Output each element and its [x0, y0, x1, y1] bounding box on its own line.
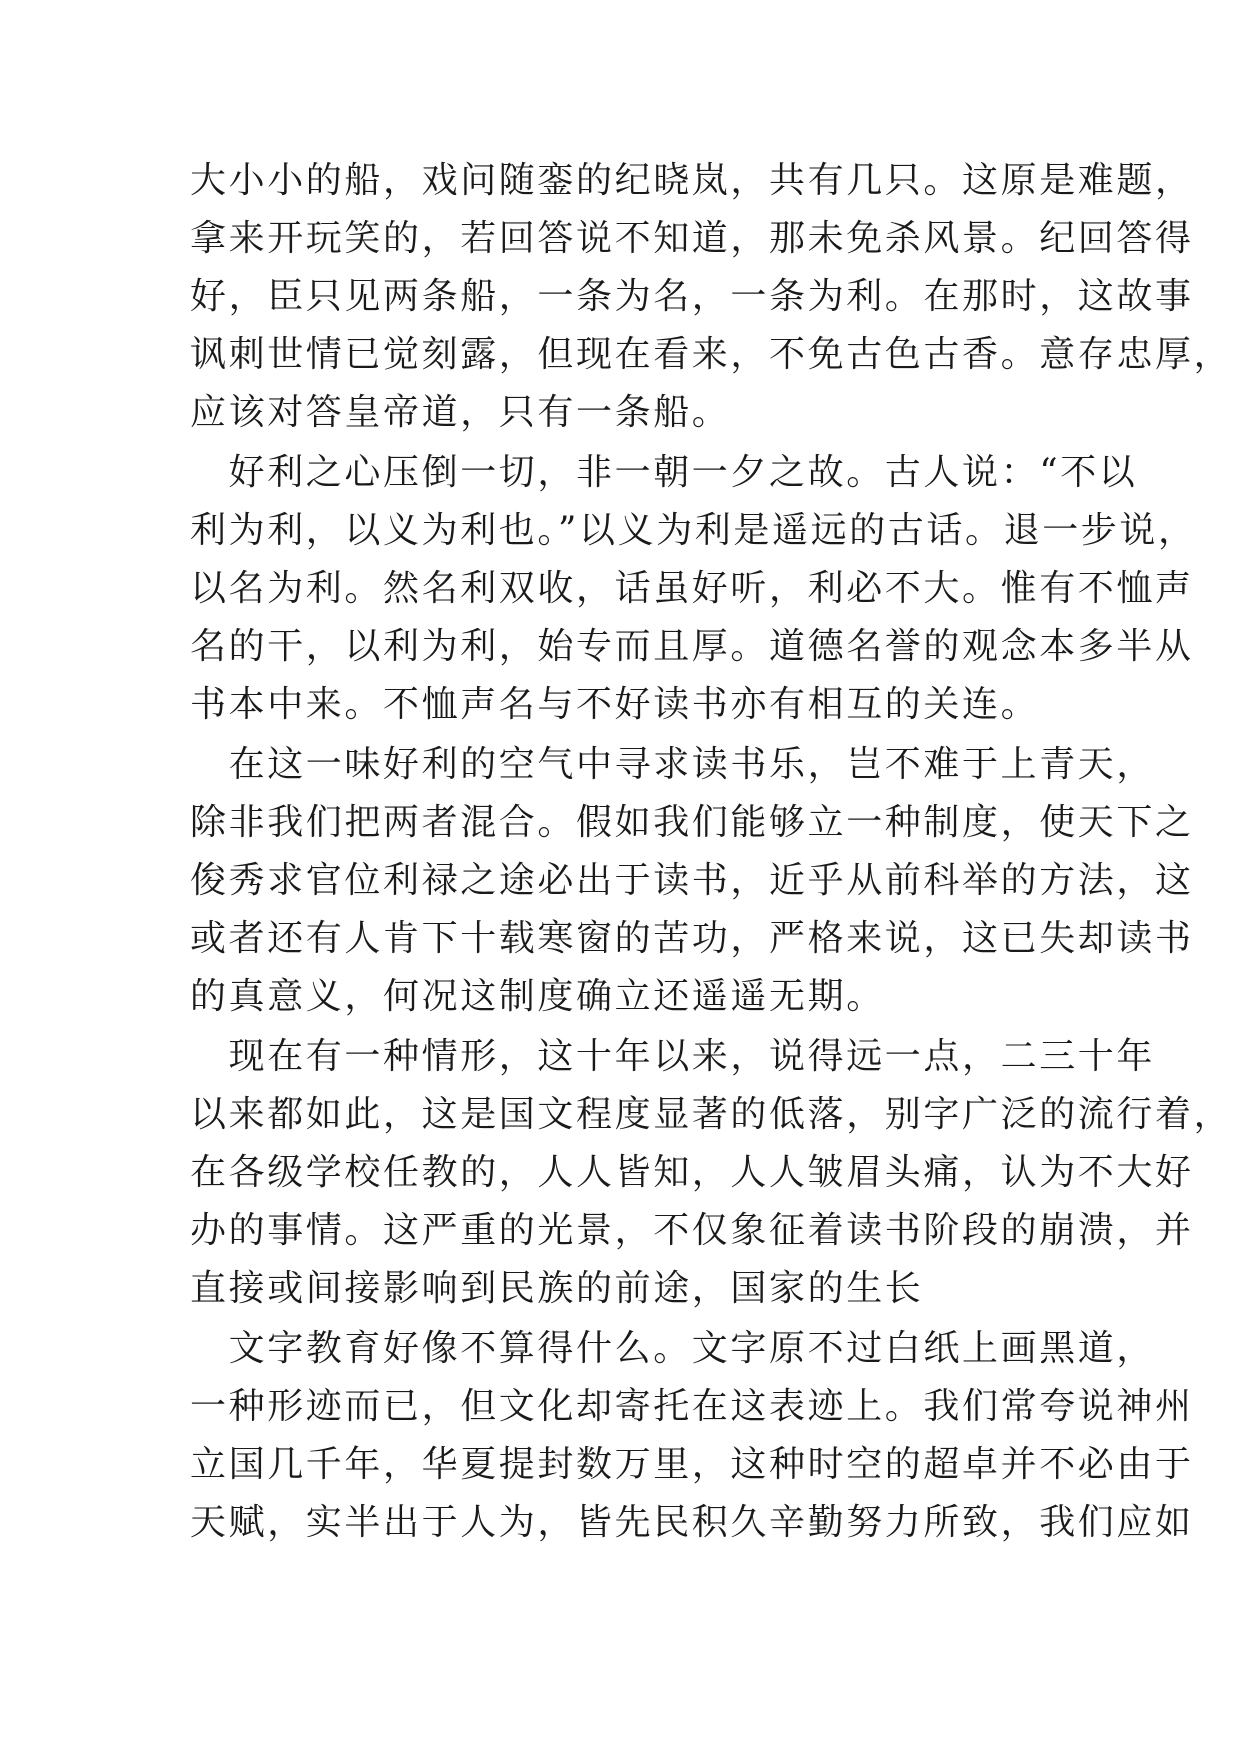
- text-line: 办的事情。这严重的光景，不仅象征着读书阶段的崩溃，并: [190, 1210, 1194, 1251]
- text-line: 以来都如此，这是国文程度显著的低落，别字广泛的流行着，: [190, 1094, 1233, 1135]
- text-line: 一种形迹而已，但文化却寄托在这表迹上。我们常夸说神州: [190, 1386, 1194, 1427]
- text-line: 立国几千年，华夏提封数万里，这种时空的超卓并不必由于: [190, 1444, 1194, 1485]
- text-line: 的真意义，何况这制度确立还遥遥无期。: [190, 976, 885, 1017]
- text-line: 书本中来。不恤声名与不好读书亦有相互的关连。: [190, 684, 1040, 725]
- text-line: 直接或间接影响到民族的前途，国家的生长: [190, 1268, 924, 1309]
- text-line: 俊秀求官位利禄之途必出于读书，近乎从前科举的方法，这: [190, 860, 1194, 901]
- text-line: 好，臣只见两条船，一条为名，一条为利。在那时，这故事: [190, 276, 1194, 317]
- text-line: 除非我们把两者混合。假如我们能够立一种制度，使天下之: [190, 802, 1194, 843]
- text-line: 讽刺世情已觉刻露，但现在看来，不免古色古香。意存忠厚，: [190, 334, 1233, 375]
- paragraph-first-line: 好利之心压倒一切，非一朝一夕之故。古人说：“不以: [190, 452, 1138, 493]
- text-line: 利为利，以义为利也。”以义为利是遥远的古话。退一步说，: [190, 510, 1197, 551]
- text-line: 在各级学校任教的，人人皆知，人人皱眉头痛，认为不大好: [190, 1152, 1194, 1193]
- text-line: 或者还有人肯下十载寒窗的苦功，严格来说，这已失却读书: [190, 918, 1194, 959]
- text-line: 应该对答皇帝道，只有一条船。: [190, 392, 731, 433]
- text-line: 以名为利。然名利双收，话虽好听，利必不大。惟有不恤声: [190, 568, 1194, 609]
- paragraph-first-line: 现在有一种情形，这十年以来，说得远一点，二三十年: [190, 1036, 1156, 1077]
- text-line: 天赋，实半出于人为，皆先民积久辛勤努力所致，我们应如: [190, 1502, 1194, 1543]
- paragraph-first-line: 文字教育好像不算得什么。文字原不过白纸上画黑道，: [190, 1328, 1156, 1369]
- text-line: 名的干，以利为利，始专而且厚。道德名誉的观念本多半从: [190, 626, 1194, 667]
- text-line: 拿来开玩笑的，若回答说不知道，那未免杀风景。纪回答得: [190, 218, 1194, 259]
- paragraph-first-line: 在这一味好利的空气中寻求读书乐，岂不难于上青天，: [190, 744, 1156, 785]
- text-line: 大小小的船，戏问随銮的纪晓岚，共有几只。这原是难题，: [190, 160, 1194, 201]
